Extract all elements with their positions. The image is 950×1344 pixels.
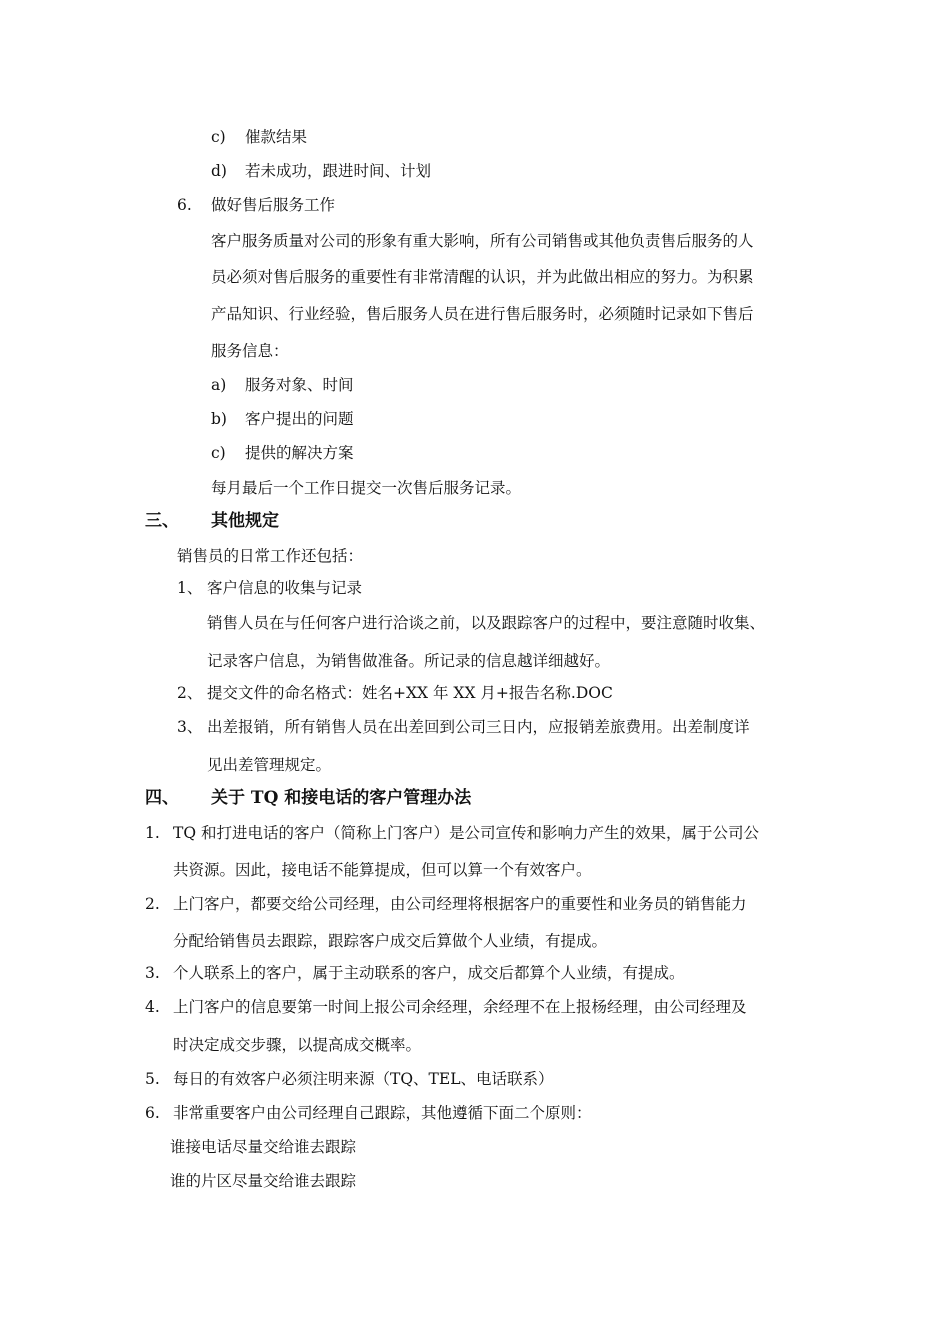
list-item: 服务对象、时间 (245, 376, 354, 394)
principle-line: 谁接电话尽量交给谁去跟踪 (170, 1138, 357, 1156)
item-number: 1. (145, 824, 160, 842)
paragraph-line: 客户服务质量对公司的形象有重大影响，所有公司销售或其他负责售后服务的人 (211, 232, 754, 250)
list-item: TQ 和打进电话的客户（简称上门客户）是公司宣传和影响力产生的效果，属于公司公 (173, 824, 759, 842)
item-number: 2、 (177, 684, 203, 702)
paragraph-line: 时决定成交步骤，以提高成交概率。 (173, 1036, 422, 1054)
item-number: 5. (145, 1070, 160, 1088)
list-item: 出差报销，所有销售人员在出差回到公司三日内，应报销差旅费用。出差制度详 (207, 718, 750, 736)
item-number: 3、 (177, 718, 203, 736)
paragraph-line: 共资源。因此，接电话不能算提成，但可以算一个有效客户。 (173, 861, 592, 879)
list-item: 个人联系上的客户，属于主动联系的客户，成交后都算个人业绩，有提成。 (173, 964, 685, 982)
list-item: 若未成功，跟进时间、计划 (245, 162, 432, 180)
list-item: 上门客户，都要交给公司经理，由公司经理将根据客户的重要性和业务员的销售能力 (173, 895, 747, 913)
section-number: 四、 (145, 788, 179, 808)
item-number: 1、 (177, 579, 203, 597)
principle-line: 谁的片区尽量交给谁去跟踪 (170, 1172, 357, 1190)
list-item: 非常重要客户由公司经理自己跟踪，其他遵循下面二个原则： (173, 1104, 592, 1122)
list-item: 客户提出的问题 (245, 410, 354, 428)
item-title: 做好售后服务工作 (211, 196, 336, 214)
list-item: 每日的有效客户必须注明来源（TQ、TEL、电话联系） (173, 1070, 554, 1088)
list-item: 提交文件的命名格式：姓名+XX 年 XX 月+报告名称.DOC (207, 684, 613, 702)
section-title: 其他规定 (211, 511, 279, 531)
paragraph-line: 分配给销售员去跟踪，跟踪客户成交后算做个人业绩，有提成。 (173, 932, 608, 950)
list-marker: c) (211, 444, 226, 462)
paragraph-line: 销售人员在与任何客户进行洽谈之前，以及跟踪客户的过程中，要注意随时收集、 (207, 614, 766, 632)
item-number: 2. (145, 895, 160, 913)
paragraph-line: 产品知识、行业经验，售后服务人员在进行售后服务时，必须随时记录如下售后 (211, 305, 754, 323)
paragraph-line: 记录客户信息，为销售做准备。所记录的信息越详细越好。 (207, 652, 611, 670)
list-item: 提供的解决方案 (245, 444, 354, 462)
list-marker: c) (211, 128, 226, 146)
list-marker: d) (211, 162, 227, 180)
item-number: 6. (145, 1104, 160, 1122)
list-marker: a) (211, 376, 227, 394)
list-item: 上门客户的信息要第一时间上报公司余经理，余经理不在上报杨经理，由公司经理及 (173, 998, 747, 1016)
section-intro: 销售员的日常工作还包括： (177, 547, 364, 565)
section-title: 关于 TQ 和接电话的客户管理办法 (211, 788, 472, 808)
item-number: 3. (145, 964, 160, 982)
list-item: 客户信息的收集与记录 (207, 579, 363, 597)
paragraph-line: 服务信息： (211, 342, 289, 360)
paragraph-line: 每月最后一个工作日提交一次售后服务记录。 (211, 479, 522, 497)
item-number: 6. (177, 196, 192, 214)
item-number: 4. (145, 998, 160, 1016)
section-number: 三、 (145, 511, 179, 531)
paragraph-line: 见出差管理规定。 (207, 756, 332, 774)
list-marker: b) (211, 410, 227, 428)
list-item: 催款结果 (245, 128, 308, 146)
paragraph-line: 员必须对售后服务的重要性有非常清醒的认识，并为此做出相应的努力。为积累 (211, 268, 754, 286)
